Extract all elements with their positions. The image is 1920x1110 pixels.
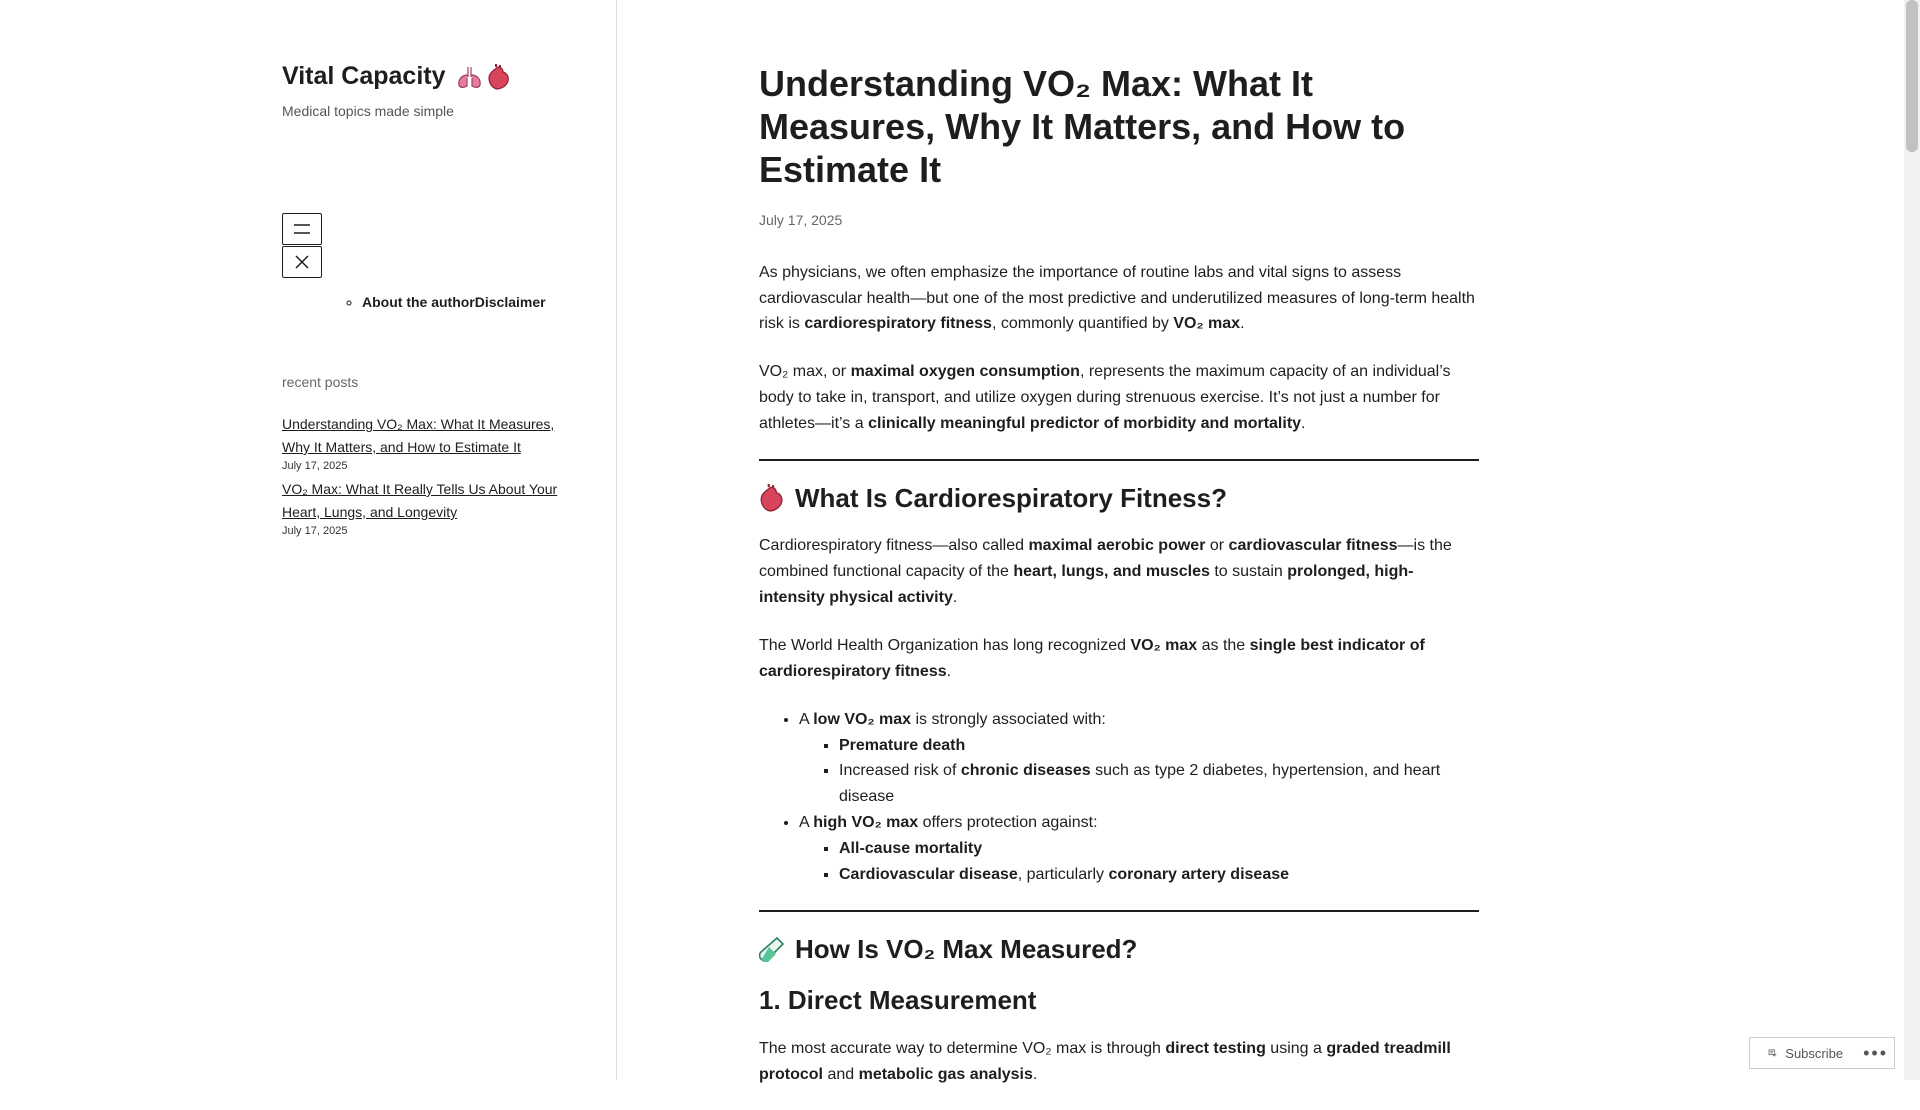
recent-post-link[interactable]: Understanding VO₂ Max: What It Measures, Why It Matters, and How to Estimate It <box>282 416 555 455</box>
text: as the <box>1197 636 1250 654</box>
section-heading-measurement <box>759 932 1479 966</box>
nav-link-disclaimer[interactable]: Disclaimer <box>474 294 546 310</box>
section-heading-text: How Is VO₂ Max Measured? <box>795 933 1138 964</box>
low-vo2-item <box>799 707 1479 811</box>
nav-link-about-author[interactable]: About the author <box>362 294 475 310</box>
menu-icon <box>293 222 311 236</box>
list-item <box>839 862 1479 888</box>
bold-text: VO₂ max <box>1173 315 1241 333</box>
site-tagline: Medical topics made simple <box>282 103 454 119</box>
subscribe-label: Subscribe <box>1785 1045 1844 1061</box>
low-vo2-sublist <box>799 733 1479 811</box>
text: . <box>1032 1065 1038 1083</box>
site-title[interactable] <box>282 62 511 91</box>
bold-text: single best indicator of cardiorespiratory fitness <box>759 636 1425 680</box>
bold-text: Premature death <box>839 736 966 754</box>
recent-post-date: July 17, 2025 <box>282 460 348 472</box>
subscribe-button[interactable] <box>1749 1037 1895 1069</box>
text: VO₂ max, or <box>759 363 851 381</box>
bold-text: Cardiovascular disease <box>839 866 1018 884</box>
site-title-text: Vital Capacity <box>282 62 446 90</box>
recent-posts-list <box>282 413 562 543</box>
recent-post-item <box>282 413 562 472</box>
close-menu-button[interactable] <box>282 246 322 278</box>
recent-post-item <box>282 478 562 537</box>
text: and <box>823 1065 859 1083</box>
bold-text: maximal aerobic power <box>1028 537 1206 555</box>
bold-text: low VO₂ max <box>813 710 912 728</box>
bold-text: coronary artery disease <box>1108 866 1290 884</box>
section-divider <box>759 910 1479 912</box>
anatomical-heart-icon <box>759 484 785 512</box>
lungs-icon <box>456 64 483 89</box>
who-paragraph <box>759 633 1479 685</box>
bold-text: VO₂ max <box>1130 636 1198 654</box>
bold-text: metabolic gas analysis <box>858 1065 1033 1083</box>
close-icon <box>293 253 311 271</box>
sidebar <box>0 0 617 1080</box>
article-date: July 17, 2025 <box>759 212 843 228</box>
text: or <box>1205 537 1229 555</box>
page-scrollbar[interactable] <box>1904 0 1920 1080</box>
definition-paragraph <box>759 359 1479 437</box>
bold-text: graded treadmill protocol <box>759 1039 1451 1083</box>
article-title: Understanding VO₂ Max: What It Measures, Why It Matters, and How to Estimate It <box>759 63 1406 190</box>
bold-text: clinically meaningful predictor of morbidity and mortality <box>868 415 1302 433</box>
bold-text: high VO₂ max <box>813 814 919 832</box>
text: using a <box>1265 1039 1327 1057</box>
list-item <box>839 733 1479 759</box>
recent-posts-heading: recent posts <box>282 374 359 390</box>
section-divider <box>759 459 1479 461</box>
bold-text: direct testing <box>1165 1039 1266 1057</box>
text: —is the combined functional capacity of the <box>759 537 1452 581</box>
text: such as type 2 diabetes, hypertension, and heart disease <box>839 762 1441 806</box>
test-tube-icon <box>759 936 785 962</box>
text: , represents the maximum capacity of an individual’s body to take in, transport, and utilize oxygen during strenuous exercise. It’s not just a number for athletes—it’s a <box>759 363 1451 433</box>
text: . <box>1301 415 1306 433</box>
text: is strongly associated with: <box>911 710 1106 728</box>
fitness-paragraph <box>759 533 1479 611</box>
intro-paragraph <box>759 260 1479 338</box>
text: . <box>946 662 952 680</box>
text: offers protection against: <box>918 814 1098 832</box>
text: The World Health Organization has long recognized <box>759 636 1131 654</box>
section-heading-text: What Is Cardiorespiratory Fitness? <box>795 483 1227 514</box>
anatomical-heart-icon <box>487 64 511 90</box>
vo2-risk-list <box>759 707 1479 888</box>
measurement-paragraph <box>759 1036 1479 1088</box>
text: Cardiorespiratory fitness—also called <box>759 537 1029 555</box>
bold-text: heart, lungs, and muscles <box>1013 563 1210 581</box>
bold-text: prolonged, high-intensity physical activity <box>759 563 1414 606</box>
bold-text: maximal oxygen consumption <box>850 363 1080 381</box>
recent-post-link[interactable]: VO₂ Max: What It Really Tells Us About Your Heart, Lungs, and Longevity <box>282 481 558 520</box>
text: A <box>799 814 814 832</box>
nav-item <box>362 294 546 310</box>
high-vo2-item <box>799 810 1479 888</box>
bold-text: cardiorespiratory fitness <box>804 315 992 333</box>
text: , commonly quantified by <box>991 315 1174 333</box>
list-item <box>839 836 1479 862</box>
bold-text: All-cause mortality <box>839 840 983 858</box>
text: , particularly <box>1017 866 1109 884</box>
section-heading-fitness <box>759 481 1479 515</box>
high-vo2-sublist <box>799 836 1479 888</box>
subheading-direct-measurement: 1. Direct Measurement <box>759 984 1037 1015</box>
text: The most accurate way to determine VO₂ max is through <box>759 1039 1166 1057</box>
text: Increased risk of <box>839 762 961 780</box>
text: . <box>1240 315 1245 333</box>
scroll-thumb[interactable] <box>1906 0 1918 152</box>
text: As physicians, we often emphasize the importance of routine labs and vital signs to assess cardiovascular health—but one of the most predictive and underutilized measures of long-term health risk is <box>759 263 1475 333</box>
site-title-emoji <box>456 64 511 90</box>
bold-text: chronic diseases <box>960 762 1091 780</box>
text: A <box>799 710 814 728</box>
recent-post-date: July 17, 2025 <box>282 525 348 537</box>
bold-text: cardiovascular fitness <box>1228 537 1398 555</box>
subscribe-icon <box>1768 1045 1777 1061</box>
text: . <box>952 588 958 606</box>
menu-button[interactable] <box>282 213 322 245</box>
more-options-icon[interactable]: ••• <box>1863 1042 1888 1063</box>
text: to sustain <box>1209 563 1288 581</box>
list-item <box>839 758 1479 810</box>
article <box>759 62 1479 1110</box>
site-navigation <box>338 294 546 310</box>
